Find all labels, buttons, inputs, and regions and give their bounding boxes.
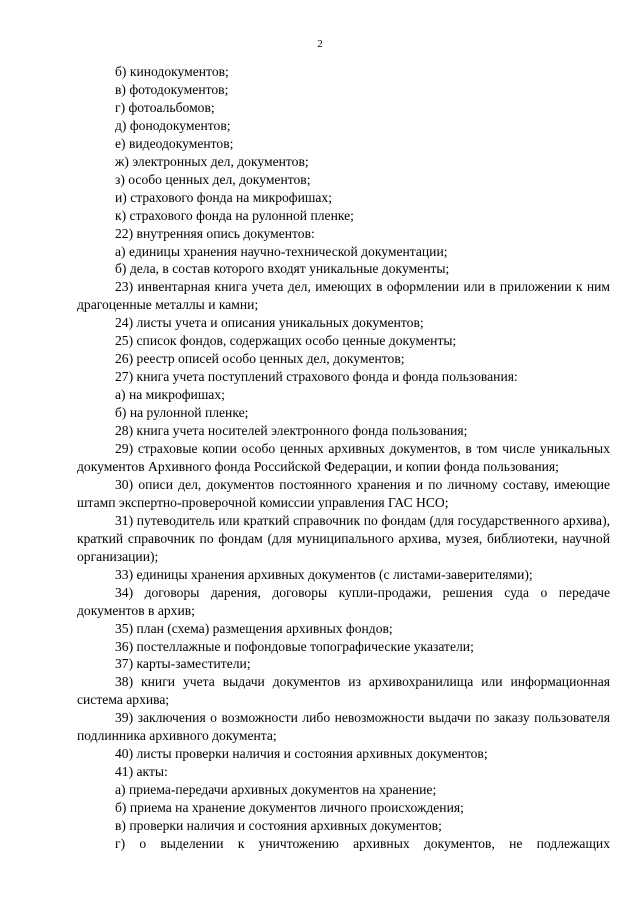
list-item: б) кинодокументов; — [115, 64, 229, 79]
list-item: 41) акты: — [115, 764, 168, 780]
list-item: 28) книга учета носителей электронного фонда пользования; — [115, 423, 468, 439]
list-item: 38) книги учета выдачи документов из архивохранилища или информационная система архива; — [77, 674, 610, 708]
list-item: а) единицы хранения научно-технической документации; — [115, 243, 448, 259]
list-item: ж) электронных дел, документов; — [115, 153, 309, 169]
list-item: 23) инвентарная книга учета дел, имеющих в оформлении или в приложении к ним драгоценные металлы и камни; — [77, 279, 610, 313]
list-item: и) страхового фонда на микрофишах; — [115, 189, 332, 205]
list-item: е) видеодокументов; — [115, 135, 234, 151]
list-item: 26) реестр описей особо ценных дел, документов; — [115, 351, 405, 367]
list-item: б) на рулонной пленке; — [115, 405, 249, 421]
list-item: б) приема на хранение документов личного происхождения; — [115, 800, 464, 816]
list-item: 34) договоры дарения, договоры купли-продажи, решения суда о передаче документов в архив; — [77, 584, 610, 618]
list-item: 25) список фондов, содержащих особо ценные документы; — [115, 333, 457, 349]
list-item: 40) листы проверки наличия и состояния архивных документов; — [115, 746, 488, 762]
list-item: 22) внутренняя опись документов: — [115, 225, 315, 241]
document-body — [77, 63, 610, 853]
list-item: 30) описи дел, документов постоянного хранения и по личному составу, имеющие штамп экспертно-проверочной комиссии управления ГАС НСО; — [77, 476, 610, 510]
list-item: г) о выделении к уничтожению архивных документов, не подлежащих — [115, 835, 610, 851]
list-item: 29) страховые копии особо ценных архивных документов, в том числе уникальных документов Архивного фонда Российской Федерации, и копии фонда пользования; — [77, 441, 610, 474]
list-item: 37) карты-заместители; — [115, 656, 251, 672]
list-item: в) фотодокументов; — [115, 81, 229, 97]
list-item: з) особо ценных дел, документов; — [115, 171, 311, 187]
page-number: 2 — [317, 38, 323, 50]
list-item: к) страхового фонда на рулонной пленке; — [115, 207, 354, 223]
list-item: 31) путеводитель или краткий справочник по фондам (для государственного архива), краткий справочник по фондам (для муниципального архива, музея, библиотеки, научной организации); — [77, 512, 610, 564]
list-item: 24) листы учета и описания уникальных документов; — [115, 315, 424, 331]
list-item: а) приема-передачи архивных документов на хранение; — [115, 782, 437, 798]
list-item: 35) план (схема) размещения архивных фондов; — [115, 620, 393, 636]
list-item: в) проверки наличия и состояния архивных документов; — [115, 818, 442, 834]
list-item: г) фотоальбомов; — [115, 99, 215, 115]
list-item: д) фонодокументов; — [115, 117, 231, 133]
list-item: 27) книга учета поступлений страхового фонда и фонда пользования: — [115, 369, 518, 385]
list-item: б) дела, в состав которого входят уникальные документы; — [115, 261, 450, 277]
list-item: 36) постеллажные и пофондовые топографические указатели; — [115, 638, 474, 654]
list-item: 33) единицы хранения архивных документов (с листами-заверителями); — [115, 566, 533, 582]
list-item: 39) заключения о возможности либо невозможности выдачи по заказу пользователя подлинника архивного документа; — [77, 710, 610, 744]
list-item: а) на микрофишах; — [115, 387, 225, 403]
